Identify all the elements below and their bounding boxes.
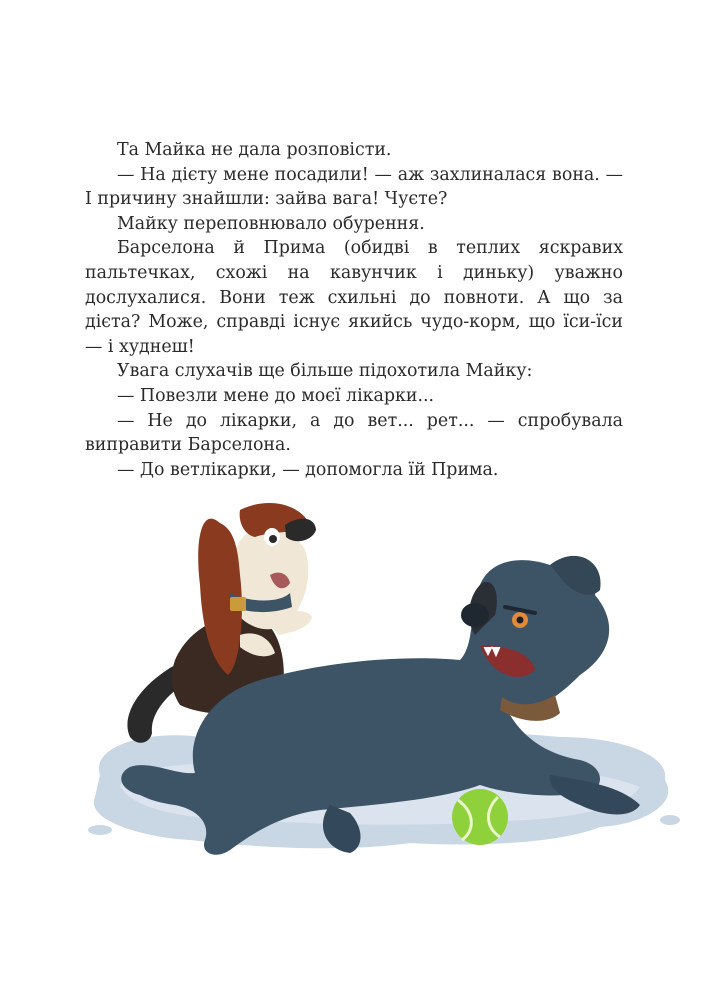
- paragraph-6: — Повезли мене до моєї лікарки...: [117, 385, 435, 406]
- paragraph-1: Та Майка не дала розповісти.: [117, 140, 392, 160]
- paragraph-8: — До ветлікарки, — допомогла їй Прима.: [117, 459, 499, 480]
- paragraph-2: — На дієту мене посадили! — аж захлиналася вона. — І причину знайшли: зайва вага! Чуєте?: [85, 164, 623, 210]
- paragraph-7: — Не до лікарки, а до вет... рет... — спробувала виправити Барселона.: [85, 410, 623, 456]
- paragraph-5: Увага слухачів ще більше підохотила Майку:: [117, 361, 533, 382]
- story-text: [85, 138, 623, 482]
- dogs-illustration: [80, 475, 680, 895]
- paragraph-3: Майку переповнювало обурення.: [117, 213, 425, 234]
- tennis-ball-icon: [452, 789, 508, 845]
- paragraph-4: Барселона й Прима (обидві в теплих яскравих пальтечках, схожі на кавунчик і диньку) уважно дослухалися. Вони теж схильні до повноти. А що за дієта? Може, справді існує якийсь чудо-корм, що їси-їси — і худнеш!: [85, 238, 623, 357]
